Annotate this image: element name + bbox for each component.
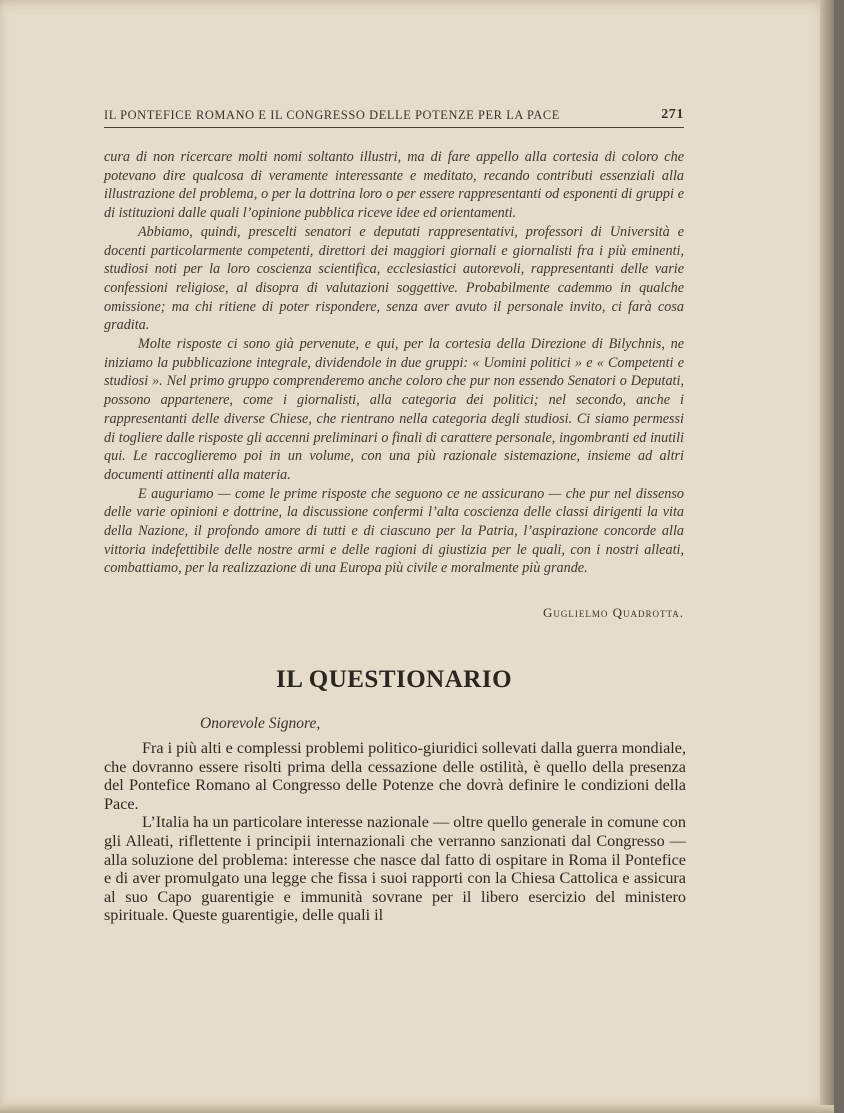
salutation: Onorevole Signore,: [200, 715, 321, 732]
running-title: IL PONTEFICE ROMANO E IL CONGRESSO DELLE POTENZE PER LA PACE: [104, 108, 560, 122]
body-paragraph: Fra i più alti e complessi problemi politico-giuridici sollevati dalla guerra mondiale, che dovranno essere risolti prima della cessazione delle ostilità, è quello della presenza del Pontefice Romano al Congresso delle Potenze che dovrà definire le condizioni della Pace.: [104, 739, 686, 813]
page-bottom-edge: [0, 1105, 834, 1113]
intro-paragraph: Abbiamo, quindi, prescelti senatori e deputati rappresentativi, professori di Università e docenti particolarmente competenti, direttori dei maggiori giornali e giornalisti fra i più eminenti, studiosi noti per la loro coscienza scientifica, ecclesiastici autorevoli, rappresentanti delle varie confessioni religiose, al disopra di valutazioni soggettive. Probabilmente cademmo in qualche omissione; ma chi ritiene di poter rispondere, senza aver avuto il personale invito, ci farà cosa gradita.: [104, 223, 684, 334]
page-edge: [820, 0, 834, 1113]
running-header: [104, 108, 684, 128]
page-number: 271: [661, 107, 684, 122]
intro-paragraph: cura di non ricercare molti nomi soltanto illustri, ma di fare appello alla cortesia di coloro che potevano dire qualcosa di veramente interessante e meditato, recando contributi essenziali alla illustrazione del problema, o per la dottrina loro o per essere rappresentanti od esponenti di gruppi e di istituzioni dalle quali l’opinione pubblica riceve idee ed orientamenti.: [104, 149, 684, 222]
section-title: IL QUESTIONARIO: [275, 666, 513, 693]
intro-paragraph: E auguriamo — come le prime risposte che seguono ce ne assicurano — che pur nel dissenso delle varie opinioni e dottrine, la discussione confermi l’alta coscienza delle classi dirigenti la vita della Nazione, il profondo amore di tutti e di ciascuno per la Patria, l’aspirazione concorde alla vittoria indefettibile delle nostre armi e delle ragioni di giustizia per le quali, con i nostri alleati, combattiamo, per la realizzazione di una Europa più civile e moralmente più grande.: [104, 485, 684, 577]
author-signature: Guglielmo Quadrotta.: [542, 605, 684, 620]
questionnaire-text: [104, 739, 686, 925]
intro-paragraph: Molte risposte ci sono già pervenute, e qui, per la cortesia della Direzione di Bilychnis, ne iniziamo la pubblicazione integrale, dividendole in due gruppi: « Uomini politici » e « Competenti e studiosi ». Nel primo gruppo comprenderemo anche coloro che pur non essendo Senatori o Deputati, possono appartenere, come i giornalisti, alla categoria dei politici; nel secondo, anche i rappresentanti delle diverse Chiese, che rientrano nella categoria degli studiosi. Ci siamo permessi di togliere dalle risposte gli accenni preliminari o finali di carattere personale, ingombranti ed inutili qui. Le raccoglieremo poi in un volume, con una più razionale sistemazione, insieme ad altri documenti attinenti alla materia.: [104, 336, 684, 483]
body-paragraph: L’Italia ha un particolare interesse nazionale — oltre quello generale in comune con gli Alleati, riflettente i principii internazionali che verranno sanzionati dal Congresso — alla soluzione del problema: interesse che nasce dal fatto di ospitare in Roma il Pontefice e di aver promulgato una legge che fissa i suoi rapporti con la Chiesa Cattolica e assicura al suo Capo guarentigie e immunità sovrane per il libero esercizio del ministero spirituale. Queste guarentigie, delle quali il: [104, 813, 686, 925]
intro-text: [104, 148, 684, 578]
